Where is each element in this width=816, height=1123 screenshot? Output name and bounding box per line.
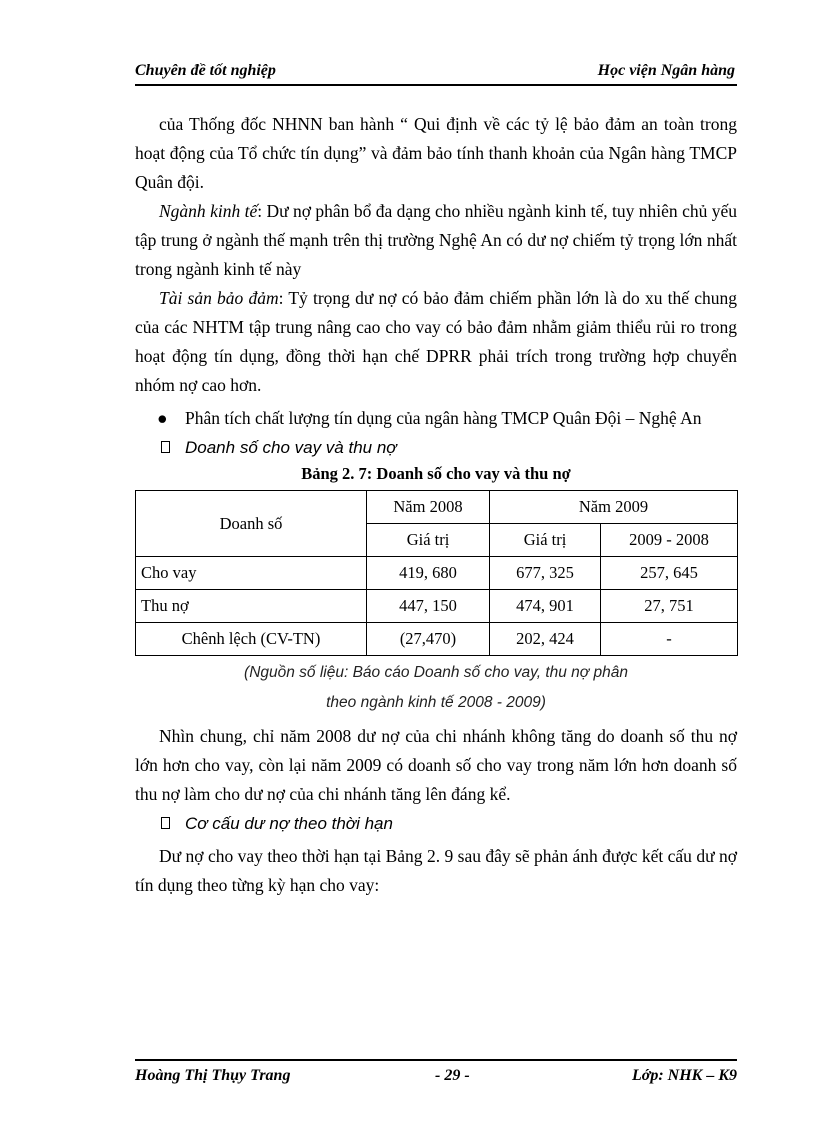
- footer-author: Hoàng Thị Thụy Trang: [135, 1067, 291, 1084]
- page-footer: [135, 1059, 737, 1085]
- table-caption: Bảng 2. 7: Doanh số cho vay và thu nợ: [301, 464, 571, 483]
- subheading-lending-revenue: [135, 433, 737, 462]
- header-doanh-so: Doanh số: [136, 491, 367, 557]
- collateral-text: : Tỷ trọng dư nợ có bảo đảm chiếm phần lớn là do xu thế chung của các NHTM tập trung nâng cao cho vay có bảo đảm nhằm giảm thiểu rủi ro trong hoạt động tín dụng, đồng thời hạn chế DPRR phải trích trong trường hợp chuyển nhóm nợ cao hơn.: [135, 288, 737, 395]
- paragraph-sector: [135, 197, 737, 284]
- cell-2009: 202, 424: [490, 623, 601, 656]
- table-source-line2: theo ngành kinh tế 2008 - 2009): [326, 694, 546, 711]
- subheading-lending-label: Doanh số cho vay và thu nợ: [185, 438, 397, 457]
- page-header: [135, 60, 737, 86]
- page-content: [135, 110, 737, 900]
- subheading-debt-label: Cơ cấu dư nợ theo thời hạn: [185, 814, 393, 833]
- cell-2009: 474, 901: [490, 590, 601, 623]
- cell-2008: 419, 680: [367, 557, 490, 590]
- paragraph-regulation: của Thống đốc NHNN ban hành “ Qui định về các tỷ lệ bảo đảm an toàn trong hoạt động của Tổ chức tín dụng” và đảm bảo tính thanh khoản của Ngân hàng TMCP Quân đội.: [135, 114, 737, 192]
- sector-text: : Dư nợ phân bổ đa dạng cho nhiều ngành kinh tế, tuy nhiên chủ yếu tập trung ở ngành thế mạnh trên thị trường Nghệ An có dư nợ chiếm tỷ trọng lớn nhất trong ngành kinh tế này: [135, 201, 737, 279]
- lending-table: [135, 490, 738, 656]
- cell-2008: 447, 150: [367, 590, 490, 623]
- table-row: [136, 623, 738, 656]
- collateral-label: Tài sản bảo đảm: [159, 288, 279, 308]
- paragraph-summary: Nhìn chung, chỉ năm 2008 dư nợ của chi nhánh không tăng do doanh số thu nợ lớn hơn cho vay, còn lại năm 2009 có doanh số cho vay trong năm lớn hơn doanh số thu nợ làm cho dư nợ của chi nhánh tăng lên đáng kể.: [135, 726, 737, 804]
- header-institution: Học viện Ngân hàng: [597, 62, 735, 79]
- cell-diff: -: [601, 623, 738, 656]
- header-difference: 2009 - 2008: [601, 524, 738, 557]
- sector-label: Ngành kinh tế: [159, 201, 258, 221]
- table-header-row: [136, 491, 738, 524]
- paragraph-term-structure: Dư nợ cho vay theo thời hạn tại Bảng 2. 9 sau đây sẽ phản ánh được kết cấu dư nợ tín dụng theo từng kỳ hạn cho vay:: [135, 846, 737, 895]
- cell-diff: 257, 645: [601, 557, 738, 590]
- table-row: [136, 590, 738, 623]
- table-source-line1: (Nguồn số liệu: Báo cáo Doanh số cho vay, thu nợ phân: [244, 664, 628, 681]
- subheading-debt-structure: [135, 809, 737, 838]
- header-thesis-title: Chuyên đề tốt nghiệp: [135, 62, 276, 79]
- checkbox-square-icon: [161, 817, 170, 829]
- footer-class: Lớp: NHK – K9: [631, 1067, 737, 1084]
- bullet-text: Phân tích chất lượng tín dụng của ngân hàng TMCP Quân Đội – Nghệ An: [185, 408, 702, 428]
- header-value-2009: Giá trị: [490, 524, 601, 557]
- header-year-2008: Năm 2008: [367, 491, 490, 524]
- table-row: [136, 557, 738, 590]
- header-value-2008: Giá trị: [367, 524, 490, 557]
- paragraph-collateral: [135, 284, 737, 400]
- row-label: Thu nợ: [136, 590, 367, 623]
- cell-2008: (27,470): [367, 623, 490, 656]
- header-year-2009: Năm 2009: [490, 491, 738, 524]
- row-label: Cho vay: [136, 557, 367, 590]
- row-label: Chênh lệch (CV-TN): [136, 623, 367, 656]
- cell-diff: 27, 751: [601, 590, 738, 623]
- footer-page-number: - 29 -: [435, 1067, 470, 1084]
- bullet-credit-quality: [135, 404, 737, 433]
- cell-2009: 677, 325: [490, 557, 601, 590]
- bullet-dot-icon: ●: [157, 408, 168, 428]
- checkbox-square-icon: [161, 441, 170, 453]
